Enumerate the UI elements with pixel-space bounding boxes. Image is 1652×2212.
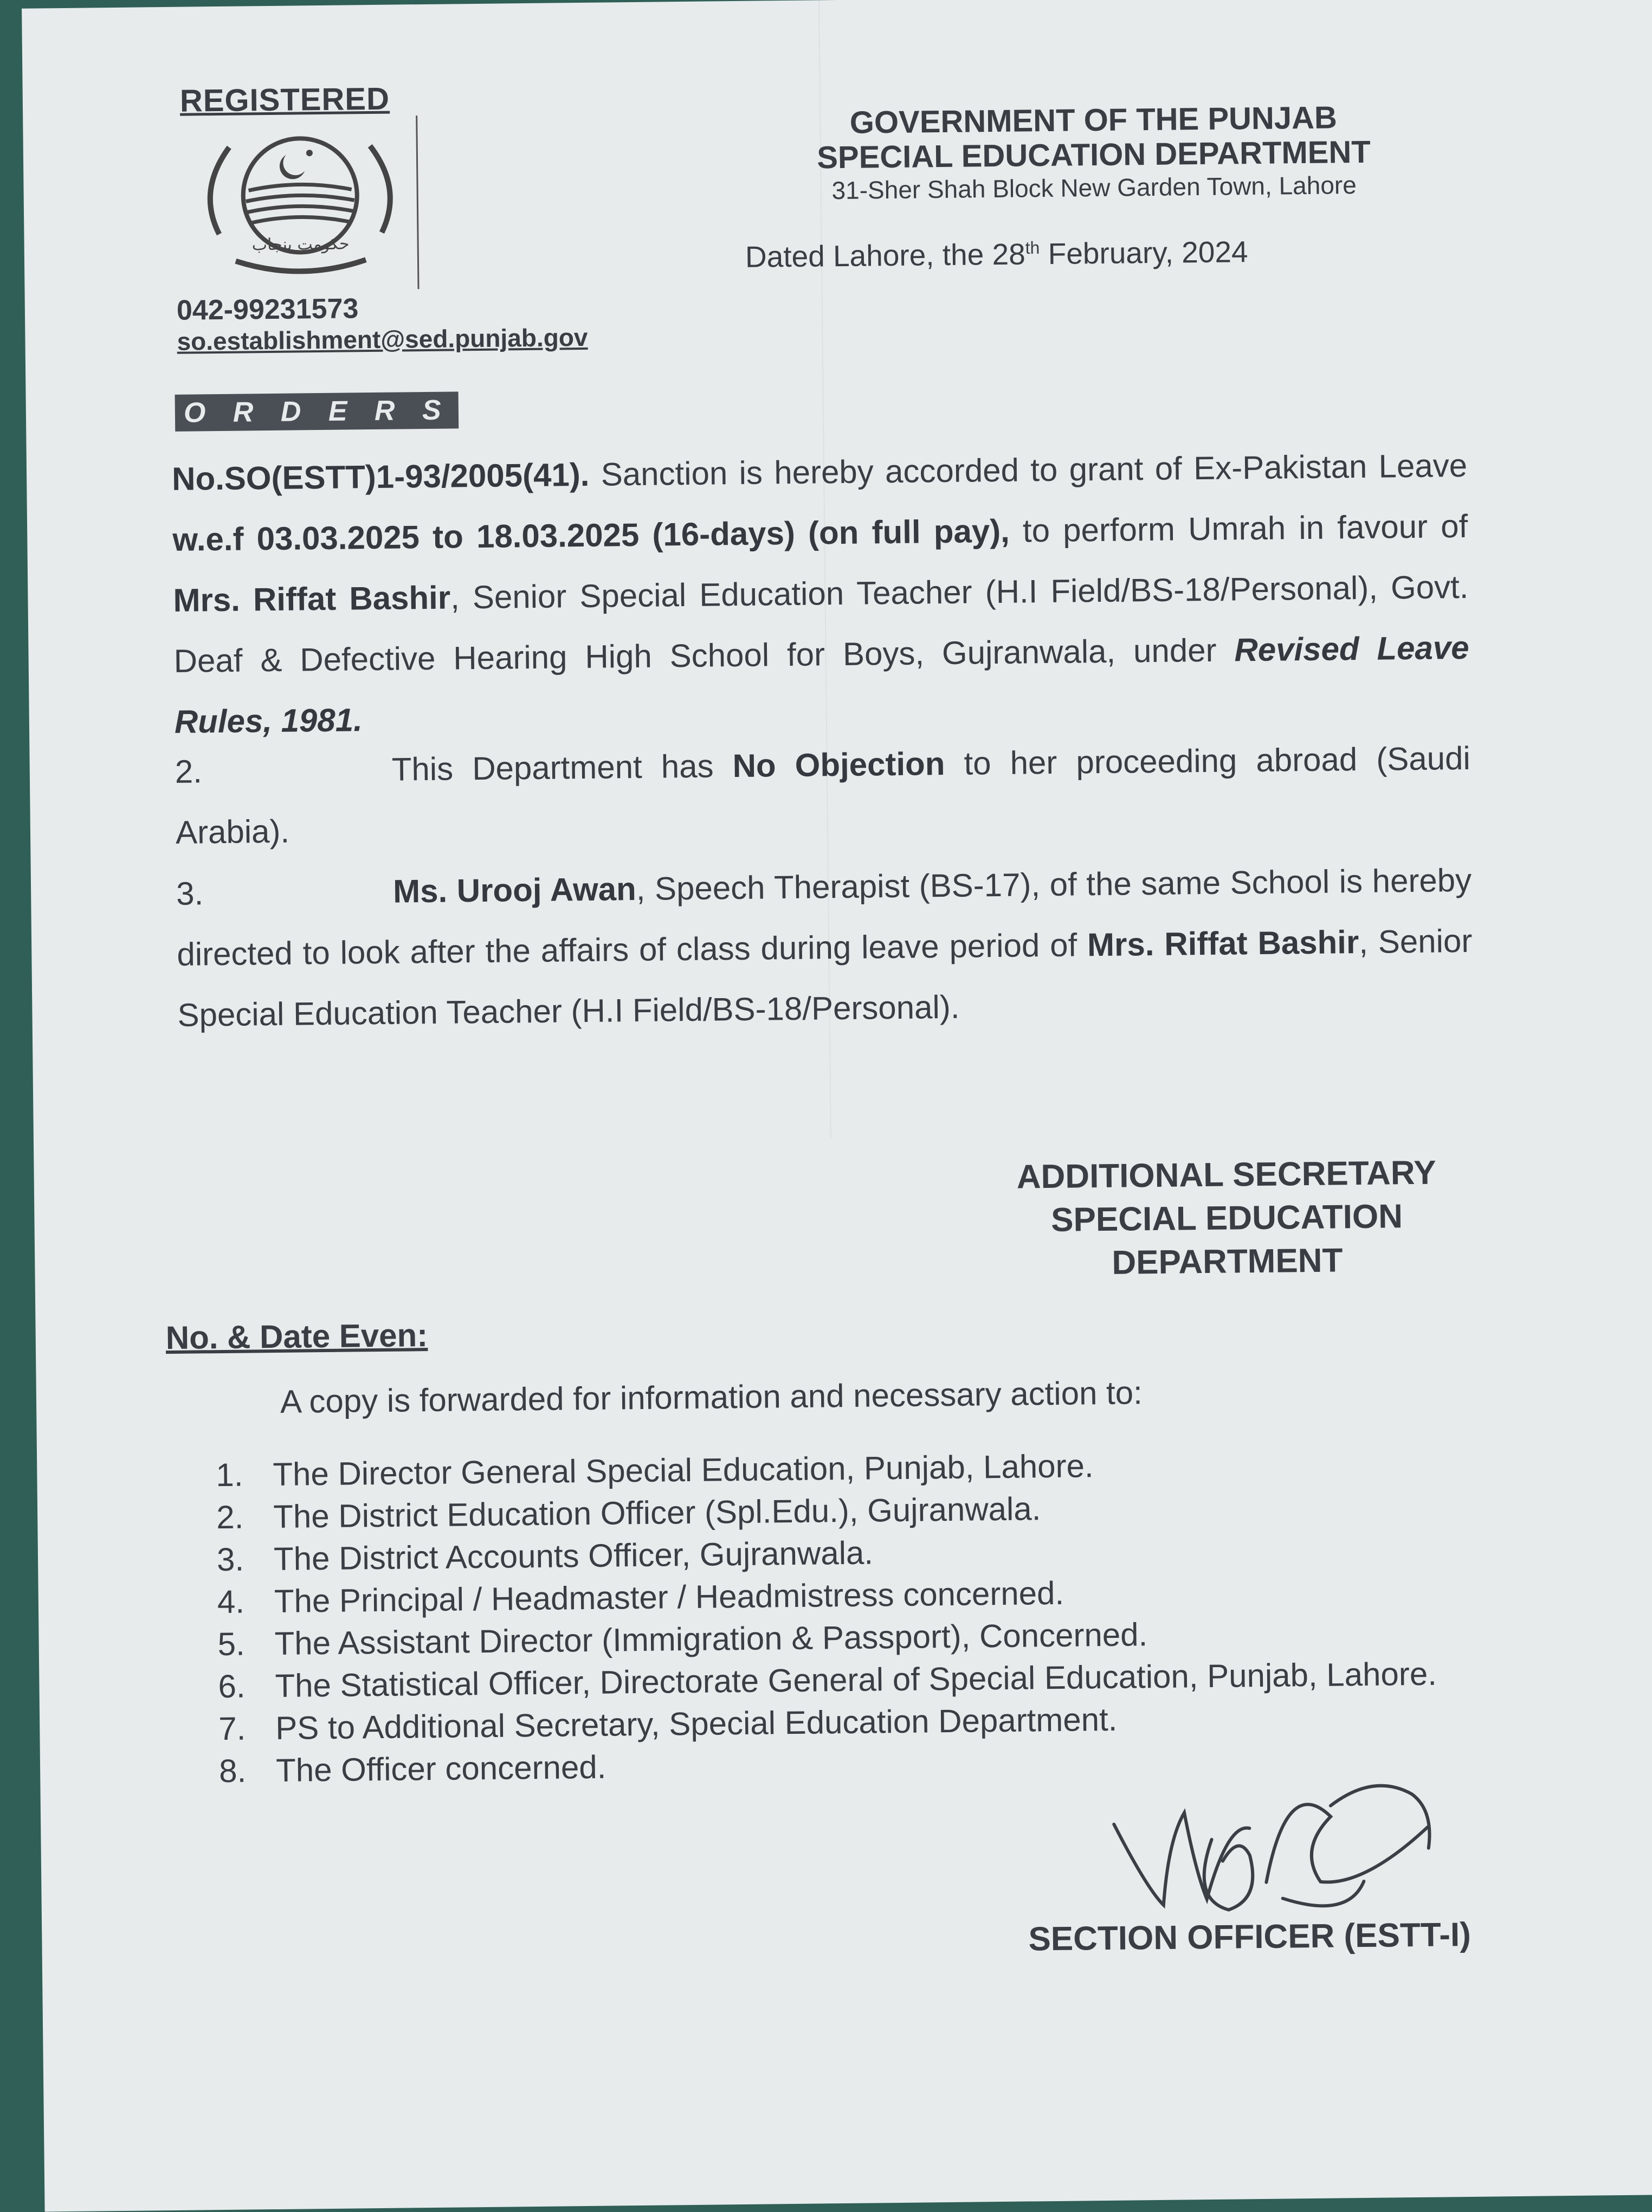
header-divider [416,115,419,289]
distribution-list [216,1440,1574,1792]
list-item: 6. The Statistical Officer, Directorate General of Special Education, Punjab, Lahore. [218,1655,1437,1705]
list-item: 4. The Principal / Headmaster / Headmistress concerned. [217,1574,1064,1621]
list-item: 1. The Director General Special Education, Punjab, Lahore. [216,1448,1094,1494]
phone-number: 042-99231573 [176,293,359,326]
additional-secretary-signatory: ADDITIONAL SECRETARY SPECIAL EDUCATION DEPARTMENT [1016,1154,1437,1282]
order-paragraph-3: 3. Ms. Urooj Awan, Speech Therapist (BS-17), of the same School is hereby directed to look after the affairs of class during leave period of Mrs. Riffat Bashir, Senior Special Education Teacher (H.I Field/BS-18/Personal). [176,861,1473,1033]
department-header [700,99,1487,207]
svg-text:حکومت پنجاب: حکومت پنجاب [251,234,350,255]
order-paragraph-2: 2. This Department has No Objection to her proceeding abroad (Saudi Arabia). [175,740,1471,851]
no-date-even-heading: No. & Date Even: [165,1317,428,1356]
dept-title: SPECIAL EDUCATION DEPARTMENT [816,134,1371,176]
list-item: 8. The Officer concerned. [218,1748,606,1790]
email-address[interactable]: so.establishment@sed.punjab.gov [177,323,588,356]
list-item: 2. The District Education Officer (Spl.Edu.), Gujranwala. [216,1490,1041,1536]
list-item: 5. The Assistant Director (Immigration & Passport), Concerned. [217,1616,1148,1663]
order-paragraph-1: No.SO(ESTT)1-93/2005(41). Sanction is hereby accorded to grant of Ex-Pakistan Leave w.e.f 03.03.2025 to 18.03.2025 (16-days) (on full pay), to perform Umrah in favour of Mrs. Riffat Bashir, Senior Special Education Teacher (H.I Field/BS-18/Personal), Govt. Deaf & Defective Hearing High School for Boys, Gujranwala, under Revised Leave Rules, 1981. [171,447,1469,740]
gov-title: GOVERNMENT OF THE PUNJAB [849,100,1338,140]
list-item: 3. The District Accounts Officer, Gujranwala. [216,1534,874,1578]
section-officer-signatory: SECTION OFFICER (ESTT-I) [1028,1915,1472,1958]
dept-address: 31-Sher Shah Block New Garden Town, Lahore [831,170,1357,205]
registered-label: REGISTERED [179,81,390,119]
orders-heading: O R D E R S [175,391,459,431]
document-page [22,0,1652,2212]
copy-forward-intro: A copy is forwarded for information and necessary action to: [280,1374,1143,1420]
dated-line: Dated Lahore, the 28th February, 2024 [745,235,1248,274]
punjab-government-logo [185,124,415,288]
list-item: 7. PS to Additional Secretary, Special Education Department. [218,1701,1118,1747]
